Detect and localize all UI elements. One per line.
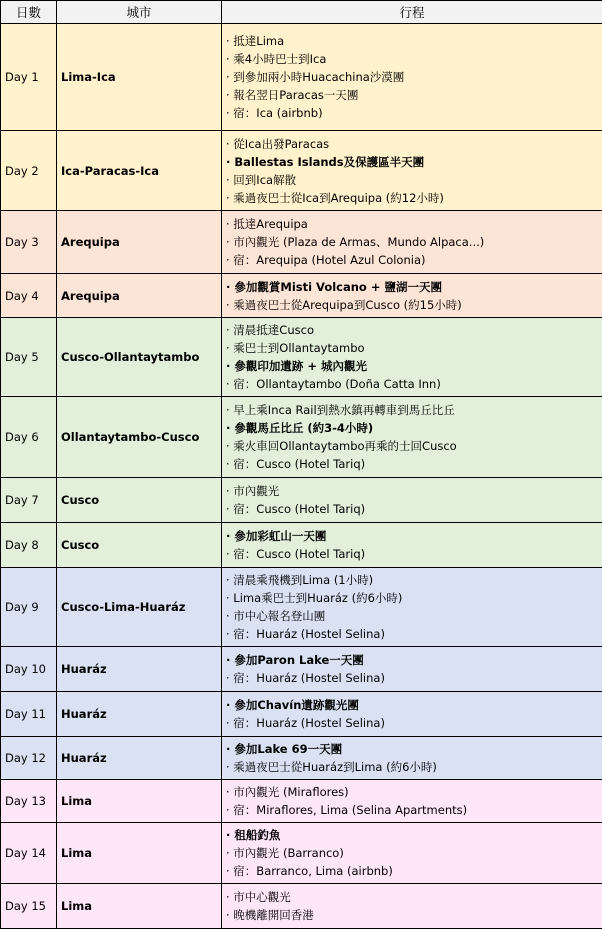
schedule-item: · 宿：Huaráz (Hostel Selina) [226,627,385,641]
schedule-cell [222,692,602,737]
table-row [1,523,602,568]
city-cell: Huaráz [57,737,222,780]
table-row [1,647,602,692]
day-cell: Day 1 [1,24,57,131]
city-cell: Lima [57,780,222,823]
day-cell: Day 15 [1,884,57,929]
schedule-item: · 參觀印加遺跡 + 城內觀光 [226,359,368,373]
schedule-cell [222,823,602,884]
day-cell: Day 4 [1,274,57,318]
city-cell: Lima [57,884,222,929]
schedule-item: · 宿：Ica (airbnb) [226,106,323,120]
schedule-cell [222,523,602,568]
schedule-item: · 宿：Cusco (Hotel Tariq) [226,502,366,516]
city-cell: Arequipa [57,211,222,274]
day-cell: Day 8 [1,523,57,568]
schedule-item: · 宿：Barranco, Lima (airbnb) [226,864,393,878]
table-row [1,131,602,211]
schedule-item: · 參加Paron Lake一天團 [226,653,364,667]
schedule-cell [222,397,602,478]
day-cell: Day 2 [1,131,57,211]
schedule-cell [222,274,602,318]
schedule-item: · 宿：Huaráz (Hostel Selina) [226,671,385,685]
table-row [1,274,602,318]
header-schedule: 行程 [222,1,602,24]
table-row [1,823,602,884]
schedule-item: · 參加觀賞Misti Volcano + 鹽湖一天團 [226,279,442,294]
schedule-item: · 到參加兩小時Huacachina沙漠團 [226,70,405,84]
schedule-item: · Ballestas Islands及保護區半天團 [226,154,425,169]
city-cell: Huaráz [57,692,222,737]
day-cell: Day 6 [1,397,57,478]
schedule-item: · 乘4小時巴士到Ica [226,52,327,66]
schedule-item: · 市中心觀光 [226,890,291,904]
city-cell: Ica-Paracas-Ica [57,131,222,211]
schedule-item: · 清晨乘飛機到Lima (1小時) [226,573,374,587]
day-cell: Day 3 [1,211,57,274]
schedule-cell [222,647,602,692]
schedule-cell [222,318,602,397]
table-row [1,397,602,478]
table-row [1,692,602,737]
schedule-item: · Lima乘巴士到Huaráz (約6小時) [226,591,403,605]
schedule-cell [222,478,602,523]
table-row [1,568,602,647]
city-cell: Lima-Ica [57,24,222,131]
table-row [1,211,602,274]
schedule-item: · 乘過夜巴士從Arequipa到Cusco (約15小時) [226,297,462,312]
table-row [1,318,602,397]
schedule-item: · 從Ica出發Paracas [226,136,330,151]
schedule-cell [222,780,602,823]
day-cell: Day 12 [1,737,57,780]
schedule-item: · 市內觀光 (Plaza de Armas、Mundo Alpaca...) [226,235,485,249]
schedule-item: · 參加Chavín遺跡觀光團 [226,698,359,712]
schedule-item: · 市內觀光 [226,484,280,498]
schedule-item: · 乘過夜巴士從Huaráz到Lima (約6小時) [226,760,437,774]
schedule-item: · 宿：Huaráz (Hostel Selina) [226,716,385,730]
schedule-item: · 宿：Cusco (Hotel Tariq) [226,457,366,471]
day-cell: Day 7 [1,478,57,523]
city-cell: Huaráz [57,647,222,692]
schedule-item: · 租船釣魚 [226,828,281,842]
header-day: 日數 [1,1,57,24]
schedule-item: · 市內觀光 (Barranco) [226,846,344,860]
city-cell: Cusco [57,478,222,523]
schedule-item: · 參加Lake 69一天團 [226,742,343,756]
schedule-item: · 晚機離開回香港 [226,908,314,922]
city-cell: Cusco-Ollantaytambo [57,318,222,397]
schedule-item: · 乘巴士到Ollantaytambo [226,341,365,355]
schedule-cell [222,131,602,211]
day-cell: Day 5 [1,318,57,397]
city-cell: Ollantaytambo-Cusco [57,397,222,478]
schedule-item: · 宿：Ollantaytambo (Doña Catta Inn) [226,377,441,391]
schedule-item: · 宿：Miraflores, Lima (Selina Apartments) [226,803,468,817]
schedule-cell [222,24,602,131]
schedule-item: · 乘過夜巴士從Ica到Arequipa (約12小時) [226,190,444,205]
schedule-cell [222,884,602,929]
day-cell: Day 10 [1,647,57,692]
schedule-item: · 抵達Arequipa [226,217,308,231]
schedule-item: · 報名翌日Paracas一天團 [226,88,359,102]
schedule-item: · 參觀馬丘比丘 (約3-4小時) [226,421,374,435]
schedule-item: · 市內觀光 (Miraflores) [226,785,349,799]
table-row [1,780,602,823]
day-cell: Day 11 [1,692,57,737]
schedule-item: · 抵達Lima [226,34,285,48]
table-row [1,737,602,780]
schedule-item: · 回到Ica解散 [226,172,297,187]
schedule-item: · 市中心報名登山團 [226,609,326,623]
schedule-item: · 參加彩虹山一天團 [226,529,327,543]
schedule-item: · 宿：Arequipa (Hotel Azul Colonia) [226,253,426,267]
city-cell: Lima [57,823,222,884]
schedule-cell [222,211,602,274]
schedule-item: · 清晨抵達Cusco [226,323,314,337]
schedule-cell [222,568,602,647]
city-cell: Cusco-Lima-Huaráz [57,568,222,647]
city-cell: Cusco [57,523,222,568]
table-row [1,884,602,929]
schedule-item: · 早上乘Inca Rail到熱水鎮再轉車到馬丘比丘 [226,403,455,417]
header-city: 城市 [57,1,222,24]
day-cell: Day 13 [1,780,57,823]
day-cell: Day 9 [1,568,57,647]
city-cell: Arequipa [57,274,222,318]
header-row [1,1,602,24]
schedule-item: · 乘火車回Ollantaytambo再乘的士回Cusco [226,439,457,453]
day-cell: Day 14 [1,823,57,884]
schedule-item: · 宿：Cusco (Hotel Tariq) [226,547,366,561]
table-row [1,478,602,523]
schedule-cell [222,737,602,780]
table-row [1,24,602,131]
